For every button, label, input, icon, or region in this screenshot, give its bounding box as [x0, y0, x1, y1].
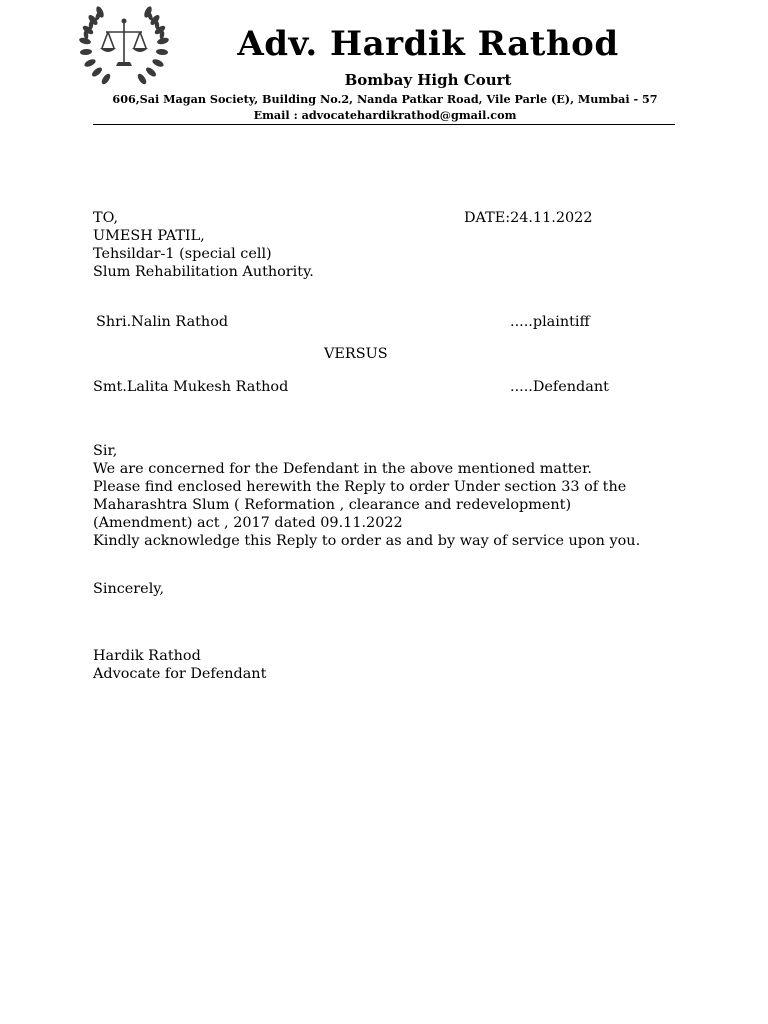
body-line: (Amendment) act , 2017 dated 09.11.2022 — [93, 515, 403, 531]
recipient-designation: Tehsildar-1 (special cell) — [93, 246, 272, 262]
email-address: Email : advocatehardikrathod@gmail.com — [253, 108, 517, 122]
plaintiff-name: Shri.Nalin Rathod — [96, 314, 229, 330]
recipient-organization: Slum Rehabilitation Authority. — [93, 264, 314, 280]
body-line: Please find enclosed herewith the Reply to order Under section 33 of the — [93, 479, 627, 495]
signatory-name: Hardik Rathod — [93, 648, 201, 664]
defendant-name: Smt.Lalita Mukesh Rathod — [93, 379, 289, 395]
to-label: TO, — [93, 210, 119, 226]
body-line: Kindly acknowledge this Reply to order as and by way of service upon you. — [93, 533, 641, 549]
court-name: Bombay High Court — [344, 71, 512, 89]
salutation: Sir, — [93, 443, 118, 459]
letter-date: DATE:24.11.2022 — [464, 210, 593, 226]
versus-label: VERSUS — [324, 346, 388, 362]
defendant-role: .....Defendant — [510, 379, 609, 395]
header-divider — [93, 124, 675, 125]
body-line: Maharashtra Slum ( Reformation , clearance and redevelopment) — [93, 497, 572, 513]
plaintiff-role: .....plaintiff — [510, 314, 590, 330]
scales-of-justice-laurel-icon — [78, 4, 170, 88]
closing: Sincerely, — [93, 581, 165, 597]
advocate-name: Adv. Hardik Rathod — [237, 24, 619, 64]
signatory-title: Advocate for Defendant — [93, 666, 267, 682]
body-line: We are concerned for the Defendant in the above mentioned matter. — [93, 461, 592, 477]
office-address: 606,Sai Magan Society, Building No.2, Nanda Patkar Road, Vile Parle (E), Mumbai - 57 — [112, 92, 658, 106]
recipient-name: UMESH PATIL, — [93, 228, 205, 244]
